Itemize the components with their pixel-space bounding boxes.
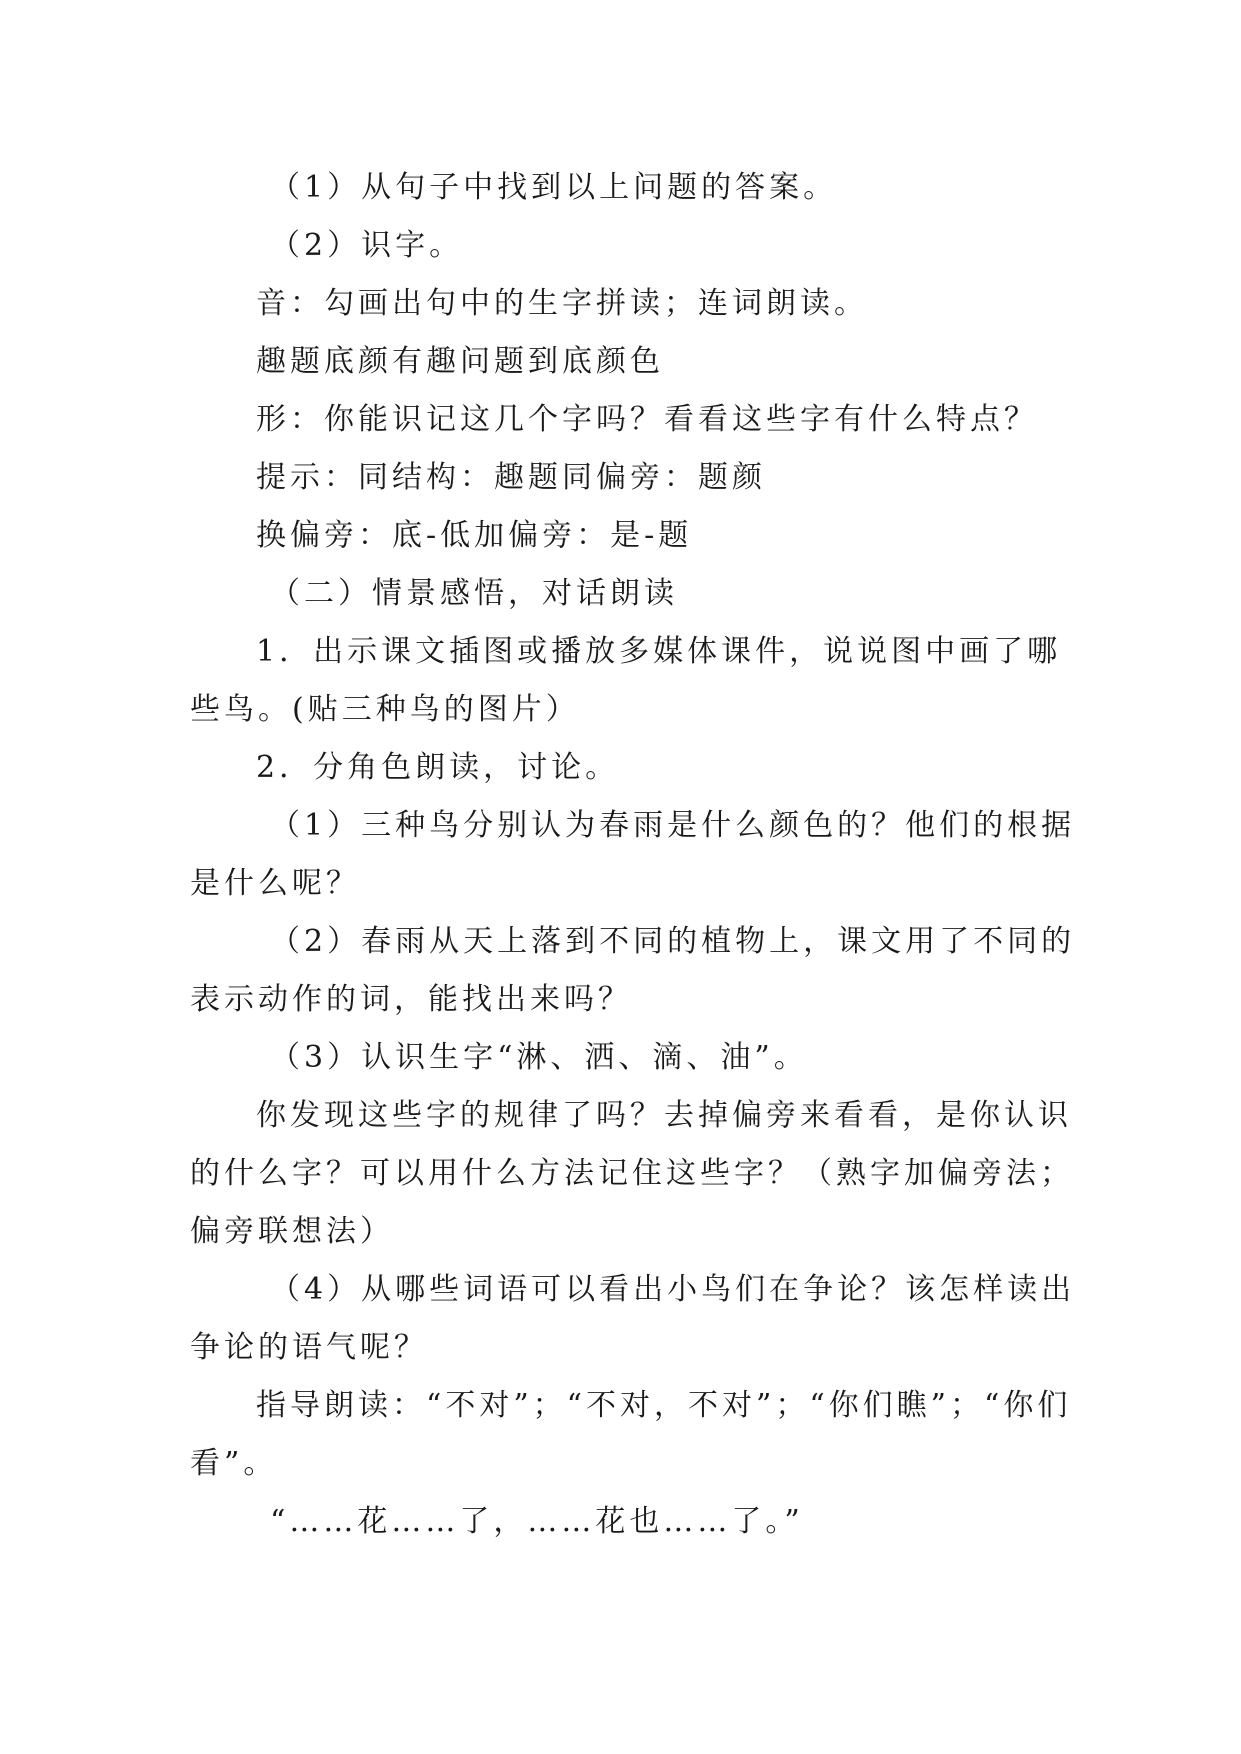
text-line-20: （4）从哪些词语可以看出小鸟们在争论？该怎样读出	[270, 1272, 1076, 1307]
text-line-11: 2．分角色朗读，讨论。	[256, 750, 620, 785]
text-line-12: （1）三种鸟分别认为春雨是什么颜色的？他们的根据	[270, 808, 1076, 843]
text-line-21: 争论的语气呢？	[190, 1330, 428, 1365]
text-line-3: 音：勾画出句中的生字拼读；连词朗读。	[256, 286, 868, 321]
text-line-18: 的什么字？可以用什么方法记住这些字？（熟字加偏旁法；	[190, 1156, 1074, 1191]
text-line-14: （2）春雨从天上落到不同的植物上，课文用了不同的	[270, 924, 1076, 959]
text-line-6: 提示：同结构：趣题同偏旁：题颜	[256, 460, 766, 495]
text-line-13: 是什么呢？	[190, 866, 360, 901]
text-line-22: 指导朗读：“不对”；“不对，不对”；“你们瞧”；“你们	[256, 1388, 1072, 1423]
text-line-8: （二）情景感悟，对话朗读	[270, 576, 678, 611]
text-line-16: （3）认识生字“淋、洒、滴、油”。	[270, 1040, 808, 1075]
text-line-10: 些鸟。(贴三种鸟的图片）	[190, 692, 580, 727]
text-line-9: 1．出示课文插图或播放多媒体课件，说说图中画了哪	[256, 634, 1062, 669]
text-line-4: 趣题底颜有趣问题到底颜色	[256, 344, 664, 379]
text-line-24: “……花……了，……花也……了。”	[270, 1504, 804, 1539]
text-line-15: 表示动作的词，能找出来吗？	[190, 982, 632, 1017]
text-line-2: （2）识字。	[270, 228, 464, 263]
text-line-7: 换偏旁：底-低加偏旁：是-题	[256, 518, 693, 553]
text-line-23: 看”。	[190, 1446, 278, 1481]
text-line-1: （1）从句子中找到以上问题的答案。	[270, 170, 838, 205]
text-line-19: 偏旁联想法）	[190, 1214, 394, 1249]
text-line-17: 你发现这些字的规律了吗？去掉偏旁来看看，是你认识	[256, 1098, 1072, 1133]
text-line-5: 形：你能识记这几个字吗？看看这些字有什么特点？	[256, 402, 1038, 437]
